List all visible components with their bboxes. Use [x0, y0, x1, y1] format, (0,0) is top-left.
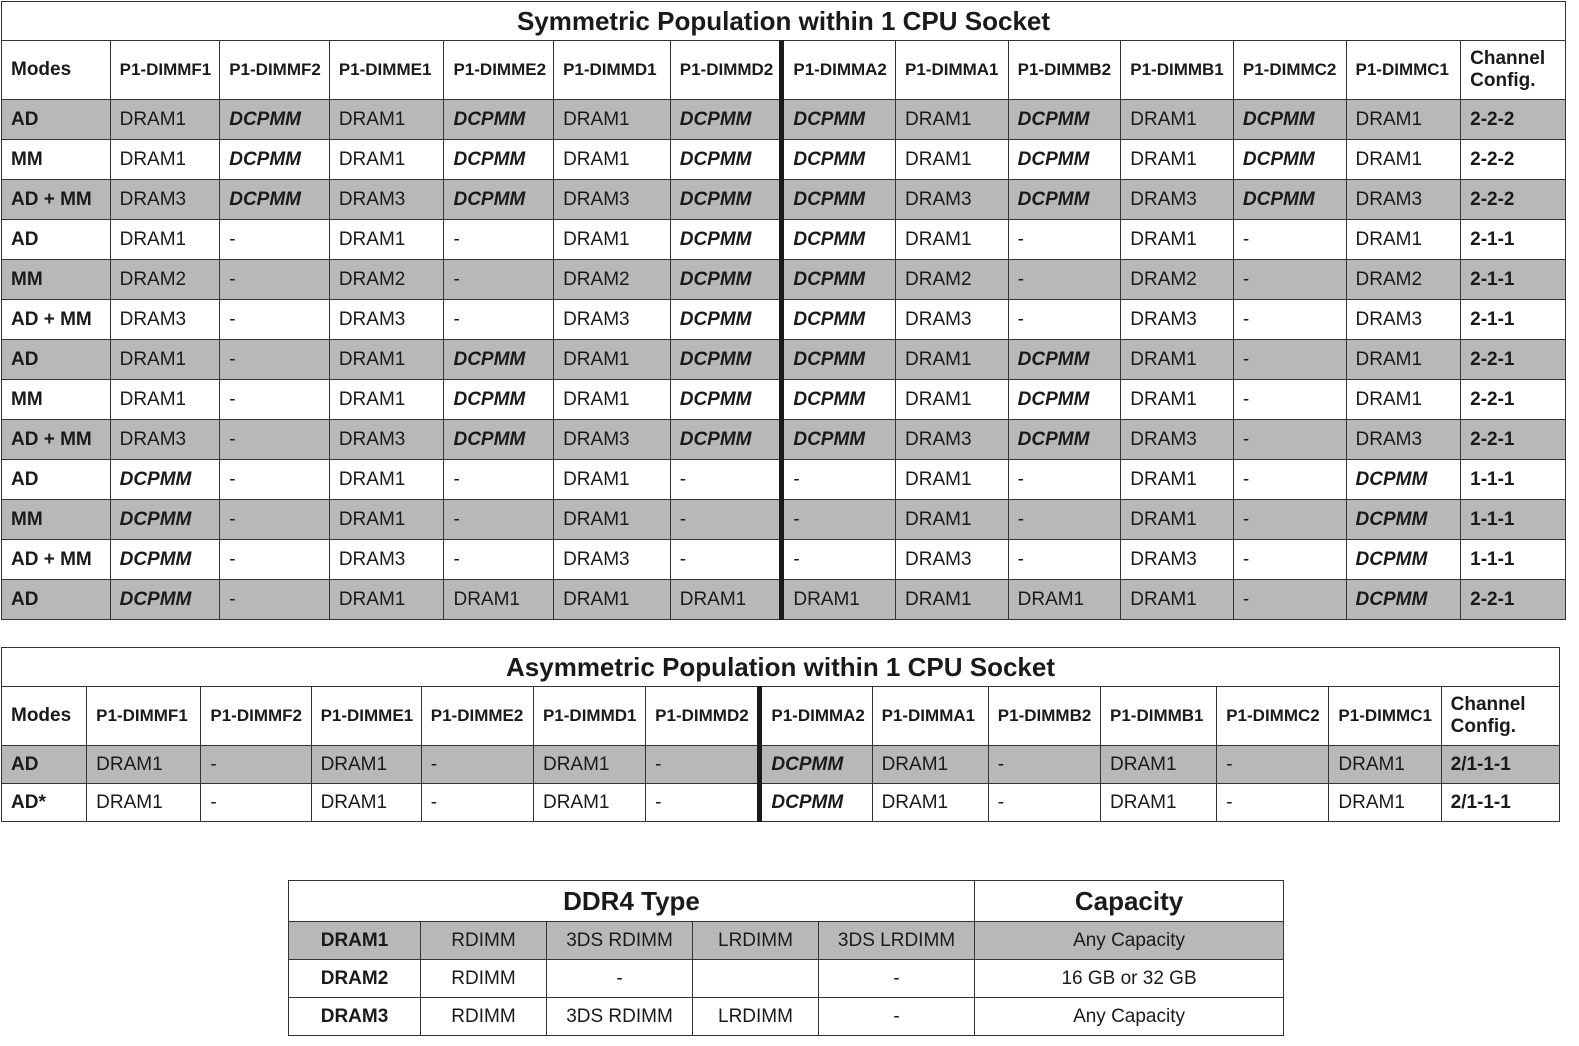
column-header: Channel Config.	[1461, 41, 1566, 100]
symmetric-population-table	[1, 1, 1566, 620]
table-row	[2, 100, 1566, 140]
dimm-slot-cell: -	[444, 260, 554, 300]
table-row	[2, 784, 1560, 822]
dimm-slot-cell: DCPMM	[782, 420, 896, 460]
dimm-slot-cell: DRAM2	[1121, 260, 1234, 300]
dimm-type-cell	[693, 960, 819, 998]
dimm-slot-cell: DRAM3	[1121, 300, 1234, 340]
dimm-slot-cell: DCPMM	[444, 420, 554, 460]
column-header: P1-DIMMD1	[533, 687, 645, 746]
dimm-slot-cell: DRAM2	[554, 260, 671, 300]
dimm-slot-cell: -	[670, 540, 782, 580]
dimm-type-cell: 3DS LRDIMM	[819, 922, 975, 960]
dimm-slot-cell: DRAM1	[311, 746, 421, 784]
table-row	[2, 140, 1566, 180]
dimm-slot-cell: DCPMM	[670, 220, 782, 260]
channel-config-cell: 2/1-1-1	[1441, 746, 1559, 784]
table-row	[2, 340, 1566, 380]
dimm-slot-cell: DCPMM	[782, 300, 896, 340]
dimm-slot-cell: DRAM1	[311, 784, 421, 822]
dimm-slot-cell: DCPMM	[1008, 380, 1121, 420]
column-header: P1-DIMMA1	[872, 687, 988, 746]
column-header: P1-DIMME2	[444, 41, 554, 100]
mode-cell: AD + MM	[2, 180, 111, 220]
dimm-slot-cell: DRAM1	[896, 380, 1009, 420]
dimm-type-cell: RDIMM	[421, 998, 547, 1036]
table-row	[289, 922, 1284, 960]
channel-config-cell: 2-2-2	[1461, 180, 1566, 220]
channel-config-cell: 2-2-1	[1461, 580, 1566, 620]
channel-config-cell: 2-2-1	[1461, 340, 1566, 380]
dimm-slot-cell: DRAM1	[554, 500, 671, 540]
dimm-slot-cell: DCPMM	[1346, 580, 1461, 620]
dimm-slot-cell: DRAM3	[554, 300, 671, 340]
dimm-slot-cell: DRAM3	[1121, 180, 1234, 220]
dimm-slot-cell: DCPMM	[670, 300, 782, 340]
dimm-slot-cell: -	[220, 540, 330, 580]
column-header: P1-DIMME1	[329, 41, 444, 100]
dimm-slot-cell: DRAM1	[329, 140, 444, 180]
dimm-slot-cell: DCPMM	[782, 180, 896, 220]
dimm-slot-cell: DRAM1	[329, 460, 444, 500]
dimm-slot-cell: DRAM3	[110, 180, 220, 220]
table-row	[2, 380, 1566, 420]
dimm-slot-cell: DRAM1	[110, 140, 220, 180]
dimm-slot-cell: -	[1233, 380, 1346, 420]
column-header: Modes	[2, 687, 87, 746]
mode-cell: AD + MM	[2, 540, 111, 580]
table-row	[2, 580, 1566, 620]
dimm-slot-cell: -	[444, 500, 554, 540]
dimm-slot-cell: DRAM1	[1121, 100, 1234, 140]
dimm-slot-cell: DCPMM	[782, 140, 896, 180]
channel-config-cell: 2-2-2	[1461, 140, 1566, 180]
dimm-slot-cell: DRAM3	[1346, 180, 1461, 220]
dimm-slot-cell: DCPMM	[670, 180, 782, 220]
dimm-slot-cell: DRAM1	[1121, 580, 1234, 620]
dimm-type-cell: LRDIMM	[693, 998, 819, 1036]
dimm-slot-cell: DRAM1	[896, 100, 1009, 140]
mode-cell: MM	[2, 260, 111, 300]
dimm-type-cell: RDIMM	[421, 922, 547, 960]
mode-cell: AD*	[2, 784, 87, 822]
channel-config-cell: 1-1-1	[1461, 540, 1566, 580]
dimm-slot-cell: -	[988, 746, 1100, 784]
dimm-type-cell: 3DS RDIMM	[547, 922, 693, 960]
dimm-slot-cell: DRAM1	[110, 340, 220, 380]
symmetric-table-body	[2, 100, 1566, 620]
dimm-slot-cell: DRAM2	[110, 260, 220, 300]
dimm-slot-cell: DRAM1	[1121, 340, 1234, 380]
dimm-slot-cell: DRAM1	[329, 580, 444, 620]
column-header: P1-DIMMC1	[1346, 41, 1461, 100]
dimm-slot-cell: DRAM1	[1346, 140, 1461, 180]
dimm-slot-cell: DRAM1	[1121, 500, 1234, 540]
dimm-slot-cell: DRAM1	[533, 784, 645, 822]
dimm-slot-cell: DCPMM	[220, 100, 330, 140]
dimm-slot-cell: DRAM1	[554, 220, 671, 260]
column-header: P1-DIMMC2	[1217, 687, 1329, 746]
column-header: P1-DIMMD2	[670, 41, 782, 100]
dimm-slot-cell: DRAM1	[554, 580, 671, 620]
column-header: P1-DIMMC1	[1329, 687, 1441, 746]
dimm-slot-cell: -	[220, 420, 330, 460]
mode-cell: MM	[2, 500, 111, 540]
dimm-slot-cell: -	[1233, 500, 1346, 540]
capacity-cell: 16 GB or 32 GB	[975, 960, 1284, 998]
column-header: P1-DIMMF2	[201, 687, 311, 746]
dimm-slot-cell: DCPMM	[444, 140, 554, 180]
dimm-slot-cell: DRAM3	[329, 300, 444, 340]
dimm-slot-cell: DRAM1	[87, 746, 201, 784]
channel-config-cell: 2-2-1	[1461, 420, 1566, 460]
column-header: P1-DIMMB2	[1008, 41, 1121, 100]
mode-cell: MM	[2, 140, 111, 180]
mode-cell: AD + MM	[2, 420, 111, 460]
dimm-slot-cell: DCPMM	[670, 380, 782, 420]
dram-type-cell: DRAM3	[289, 998, 421, 1036]
dimm-slot-cell: DRAM3	[329, 180, 444, 220]
dimm-slot-cell: DCPMM	[670, 140, 782, 180]
dimm-slot-cell: -	[782, 500, 896, 540]
dimm-slot-cell: -	[220, 340, 330, 380]
dimm-slot-cell: DCPMM	[444, 340, 554, 380]
column-header: P1-DIMMF2	[220, 41, 330, 100]
dimm-slot-cell: -	[444, 460, 554, 500]
table-row	[289, 998, 1284, 1036]
dimm-slot-cell: DCPMM	[444, 180, 554, 220]
dimm-slot-cell: DCPMM	[782, 100, 896, 140]
dimm-slot-cell: -	[1233, 460, 1346, 500]
dimm-type-cell: -	[547, 960, 693, 998]
dimm-slot-cell: DRAM3	[1346, 420, 1461, 460]
column-header: P1-DIMMF1	[87, 687, 201, 746]
dimm-slot-cell: DCPMM	[782, 220, 896, 260]
symmetric-table-title: Symmetric Population within 1 CPU Socket	[2, 2, 1566, 41]
dimm-slot-cell: DRAM1	[1101, 784, 1217, 822]
column-header: Channel Config.	[1441, 687, 1559, 746]
dimm-slot-cell: -	[1008, 540, 1121, 580]
dimm-slot-cell: -	[1008, 300, 1121, 340]
dimm-slot-cell: DRAM3	[329, 540, 444, 580]
dimm-slot-cell: DRAM3	[554, 420, 671, 460]
column-header: P1-DIMMF1	[110, 41, 220, 100]
dimm-slot-cell: DRAM3	[110, 300, 220, 340]
dimm-slot-cell: DRAM1	[1121, 460, 1234, 500]
dimm-slot-cell: -	[220, 460, 330, 500]
dram-type-cell: DRAM2	[289, 960, 421, 998]
table-row	[289, 960, 1284, 998]
dimm-slot-cell: DRAM1	[1008, 580, 1121, 620]
dimm-slot-cell: -	[220, 580, 330, 620]
dimm-slot-cell: DCPMM	[782, 380, 896, 420]
dimm-slot-cell: DRAM3	[1121, 420, 1234, 460]
dimm-slot-cell: DRAM1	[872, 746, 988, 784]
dimm-slot-cell: -	[1233, 300, 1346, 340]
channel-config-cell: 1-1-1	[1461, 500, 1566, 540]
column-header: P1-DIMME1	[311, 687, 421, 746]
dimm-slot-cell: DRAM1	[329, 220, 444, 260]
symmetric-header-row	[2, 41, 1566, 100]
dimm-slot-cell: DCPMM	[110, 540, 220, 580]
mode-cell: AD + MM	[2, 300, 111, 340]
dimm-slot-cell: DCPMM	[670, 420, 782, 460]
column-header: P1-DIMMD1	[554, 41, 671, 100]
dimm-slot-cell: DRAM1	[896, 340, 1009, 380]
column-header: P1-DIMMA2	[760, 687, 872, 746]
dimm-slot-cell: -	[421, 784, 533, 822]
column-header: P1-DIMMB1	[1101, 687, 1217, 746]
dimm-slot-cell: -	[220, 220, 330, 260]
dimm-slot-cell: DRAM1	[1101, 746, 1217, 784]
dimm-slot-cell: DCPMM	[220, 140, 330, 180]
dimm-slot-cell: DRAM1	[329, 380, 444, 420]
channel-config-cell: 2-1-1	[1461, 260, 1566, 300]
dimm-type-cell: 3DS RDIMM	[547, 998, 693, 1036]
dimm-slot-cell: DRAM1	[1346, 340, 1461, 380]
table-row	[2, 540, 1566, 580]
dimm-slot-cell: DCPMM	[782, 340, 896, 380]
dimm-slot-cell: DRAM1	[554, 100, 671, 140]
mode-cell: AD	[2, 220, 111, 260]
dimm-slot-cell: DRAM1	[1121, 220, 1234, 260]
dimm-slot-cell: -	[1233, 580, 1346, 620]
column-header: P1-DIMMB2	[988, 687, 1100, 746]
dimm-slot-cell: DRAM1	[896, 460, 1009, 500]
dimm-slot-cell: DCPMM	[670, 100, 782, 140]
dimm-slot-cell: DRAM1	[1346, 100, 1461, 140]
column-header: P1-DIMMA1	[896, 41, 1009, 100]
table-row	[2, 746, 1560, 784]
mode-cell: AD	[2, 340, 111, 380]
dimm-slot-cell: DRAM1	[329, 340, 444, 380]
asymmetric-header-row	[2, 687, 1560, 746]
dimm-slot-cell: DCPMM	[1008, 140, 1121, 180]
dimm-slot-cell: DRAM3	[1346, 300, 1461, 340]
dimm-slot-cell: DRAM1	[110, 220, 220, 260]
dimm-slot-cell: DRAM1	[1329, 784, 1441, 822]
dimm-slot-cell: DCPMM	[444, 100, 554, 140]
dimm-slot-cell: DRAM1	[110, 100, 220, 140]
dimm-slot-cell: -	[670, 500, 782, 540]
asymmetric-table-body	[2, 746, 1560, 822]
dimm-type-cell: LRDIMM	[693, 922, 819, 960]
dimm-slot-cell: -	[1233, 260, 1346, 300]
capacity-title: Capacity	[975, 881, 1284, 922]
dimm-slot-cell: DRAM3	[896, 180, 1009, 220]
dimm-slot-cell: DRAM3	[329, 420, 444, 460]
dimm-slot-cell: DCPMM	[670, 260, 782, 300]
dimm-slot-cell: DRAM1	[1346, 220, 1461, 260]
table-row	[2, 220, 1566, 260]
dimm-slot-cell: DRAM1	[329, 500, 444, 540]
table-row	[2, 420, 1566, 460]
dimm-slot-cell: DRAM3	[1121, 540, 1234, 580]
ddr4-table-body	[289, 922, 1284, 1036]
dimm-slot-cell: -	[646, 746, 760, 784]
dimm-slot-cell: DRAM1	[554, 380, 671, 420]
dimm-slot-cell: -	[220, 260, 330, 300]
dimm-slot-cell: -	[1008, 220, 1121, 260]
dimm-slot-cell: -	[220, 500, 330, 540]
dimm-slot-cell: DCPMM	[1008, 340, 1121, 380]
dimm-slot-cell: DRAM1	[1346, 380, 1461, 420]
mode-cell: MM	[2, 380, 111, 420]
asymmetric-population-table	[1, 647, 1560, 822]
dimm-slot-cell: -	[201, 784, 311, 822]
asymmetric-table-title: Asymmetric Population within 1 CPU Socket	[2, 648, 1560, 687]
dimm-slot-cell: DRAM2	[896, 260, 1009, 300]
dimm-slot-cell: DRAM1	[782, 580, 896, 620]
dimm-slot-cell: DRAM1	[444, 580, 554, 620]
dimm-slot-cell: DRAM1	[87, 784, 201, 822]
dimm-slot-cell: DRAM3	[554, 540, 671, 580]
table-row	[2, 460, 1566, 500]
dimm-slot-cell: -	[421, 746, 533, 784]
dimm-slot-cell: DCPMM	[1346, 540, 1461, 580]
dimm-slot-cell: DRAM1	[896, 500, 1009, 540]
dimm-slot-cell: DRAM1	[896, 220, 1009, 260]
dimm-slot-cell: -	[444, 220, 554, 260]
column-header: P1-DIMME2	[421, 687, 533, 746]
dimm-slot-cell: DRAM2	[1346, 260, 1461, 300]
channel-config-cell: 2-1-1	[1461, 220, 1566, 260]
channel-config-cell: 1-1-1	[1461, 460, 1566, 500]
dimm-slot-cell: DRAM3	[896, 540, 1009, 580]
dimm-slot-cell: -	[1008, 260, 1121, 300]
dimm-slot-cell: -	[1233, 420, 1346, 460]
dimm-slot-cell: DRAM1	[1121, 380, 1234, 420]
dimm-slot-cell: DRAM1	[872, 784, 988, 822]
dimm-slot-cell: DCPMM	[444, 380, 554, 420]
column-header: P1-DIMMC2	[1233, 41, 1346, 100]
dimm-slot-cell: DRAM1	[1121, 140, 1234, 180]
dimm-slot-cell: DCPMM	[1233, 180, 1346, 220]
dimm-slot-cell: DRAM1	[554, 460, 671, 500]
table-row	[2, 500, 1566, 540]
ddr4-type-table	[288, 880, 1284, 1036]
dimm-slot-cell: -	[670, 460, 782, 500]
dimm-slot-cell: -	[1217, 746, 1329, 784]
dimm-type-cell: RDIMM	[421, 960, 547, 998]
table-row	[2, 300, 1566, 340]
dimm-type-cell: -	[819, 998, 975, 1036]
channel-config-cell: 2-2-2	[1461, 100, 1566, 140]
dimm-slot-cell: DCPMM	[1346, 500, 1461, 540]
ddr4-type-title: DDR4 Type	[289, 881, 975, 922]
dimm-slot-cell: DRAM3	[896, 300, 1009, 340]
dimm-slot-cell: -	[988, 784, 1100, 822]
dimm-slot-cell: -	[220, 300, 330, 340]
dimm-slot-cell: -	[646, 784, 760, 822]
column-header: P1-DIMMD2	[646, 687, 760, 746]
dimm-slot-cell: -	[782, 540, 896, 580]
dimm-slot-cell: DRAM1	[554, 340, 671, 380]
column-header: P1-DIMMB1	[1121, 41, 1234, 100]
table-row	[2, 180, 1566, 220]
dimm-slot-cell: DRAM3	[554, 180, 671, 220]
dimm-slot-cell: DCPMM	[1008, 100, 1121, 140]
dimm-slot-cell: DRAM1	[896, 140, 1009, 180]
mode-cell: AD	[2, 580, 111, 620]
dimm-slot-cell: DCPMM	[670, 340, 782, 380]
dimm-slot-cell: -	[201, 746, 311, 784]
mode-cell: AD	[2, 460, 111, 500]
mode-cell: AD	[2, 746, 87, 784]
dimm-slot-cell: DRAM1	[329, 100, 444, 140]
dimm-slot-cell: DCPMM	[110, 500, 220, 540]
dimm-slot-cell: DRAM1	[533, 746, 645, 784]
dimm-slot-cell: DCPMM	[110, 580, 220, 620]
dimm-slot-cell: DRAM3	[896, 420, 1009, 460]
dimm-slot-cell: -	[1217, 784, 1329, 822]
column-header: P1-DIMMA2	[782, 41, 896, 100]
dimm-slot-cell: -	[444, 300, 554, 340]
dimm-slot-cell: DRAM1	[554, 140, 671, 180]
dimm-slot-cell: DRAM1	[1329, 746, 1441, 784]
dimm-slot-cell: DCPMM	[1233, 140, 1346, 180]
dimm-slot-cell: DCPMM	[110, 460, 220, 500]
dimm-slot-cell: DCPMM	[760, 784, 872, 822]
dimm-slot-cell: DCPMM	[760, 746, 872, 784]
dimm-slot-cell: DRAM1	[670, 580, 782, 620]
dimm-slot-cell: DCPMM	[1233, 100, 1346, 140]
dimm-slot-cell: -	[1008, 500, 1121, 540]
capacity-cell: Any Capacity	[975, 922, 1284, 960]
dimm-slot-cell: DCPMM	[1008, 420, 1121, 460]
mode-cell: AD	[2, 100, 111, 140]
dimm-slot-cell: -	[1008, 460, 1121, 500]
channel-config-cell: 2/1-1-1	[1441, 784, 1559, 822]
column-header: Modes	[2, 41, 111, 100]
dimm-slot-cell: DRAM2	[329, 260, 444, 300]
channel-config-cell: 2-1-1	[1461, 300, 1566, 340]
dimm-slot-cell: -	[1233, 540, 1346, 580]
dimm-slot-cell: DCPMM	[220, 180, 330, 220]
dimm-slot-cell: -	[782, 460, 896, 500]
channel-config-cell: 2-2-1	[1461, 380, 1566, 420]
dimm-type-cell: -	[819, 960, 975, 998]
dimm-slot-cell: DCPMM	[1346, 460, 1461, 500]
table-row	[2, 260, 1566, 300]
dimm-slot-cell: DRAM1	[896, 580, 1009, 620]
dimm-slot-cell: DRAM3	[110, 420, 220, 460]
dimm-slot-cell: DCPMM	[1008, 180, 1121, 220]
dimm-slot-cell: -	[220, 380, 330, 420]
capacity-cell: Any Capacity	[975, 998, 1284, 1036]
dimm-slot-cell: -	[1233, 220, 1346, 260]
dimm-slot-cell: DRAM1	[110, 380, 220, 420]
dimm-slot-cell: -	[1233, 340, 1346, 380]
dimm-slot-cell: DCPMM	[782, 260, 896, 300]
dimm-slot-cell: -	[444, 540, 554, 580]
dram-type-cell: DRAM1	[289, 922, 421, 960]
